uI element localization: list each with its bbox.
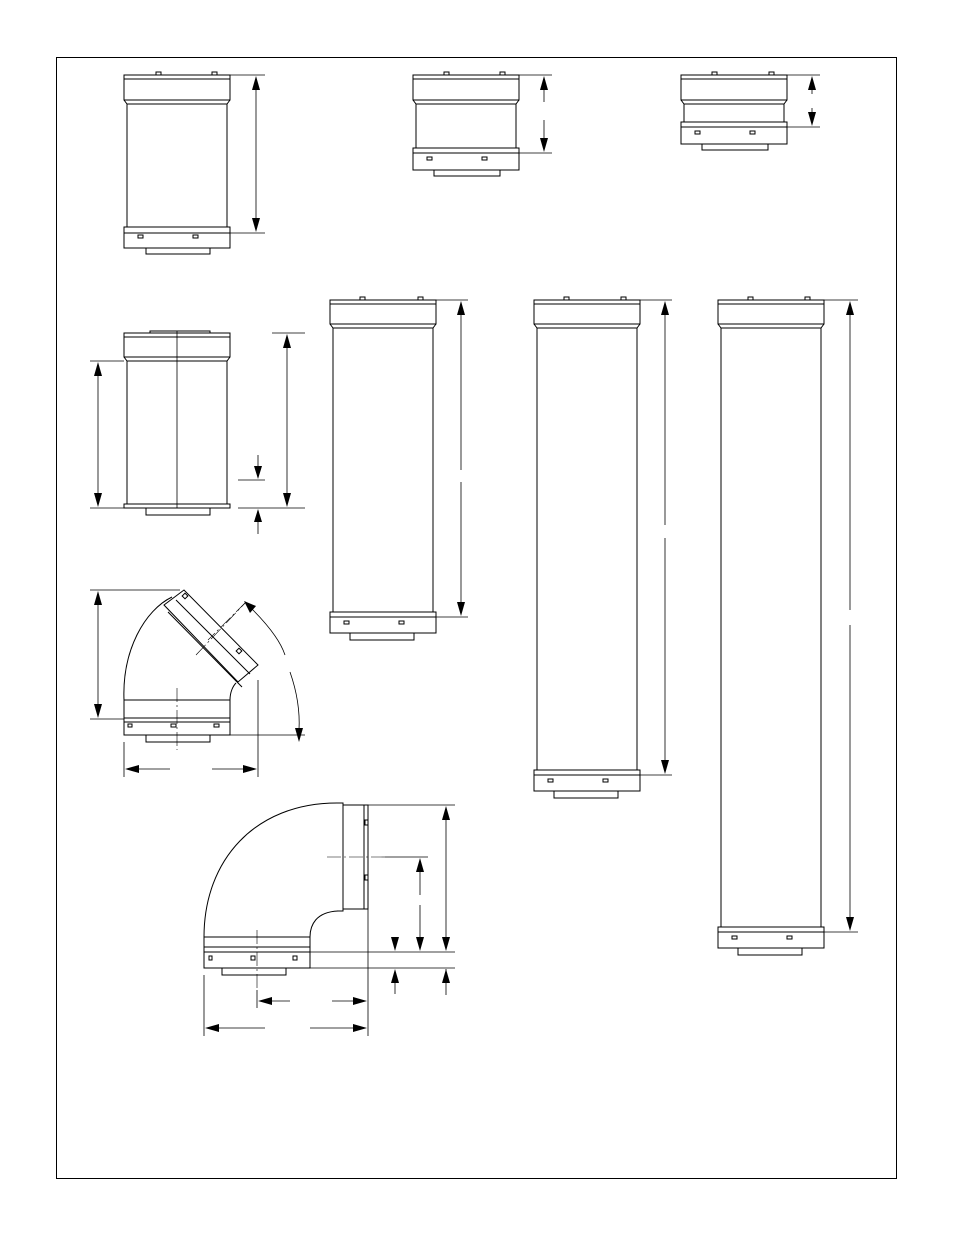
straight-section-5 <box>534 297 672 798</box>
adjustable-section <box>90 331 305 534</box>
straight-section-6 <box>718 297 858 955</box>
straight-section-3 <box>681 72 820 150</box>
straight-section-2 <box>413 72 552 176</box>
elbow-90 <box>204 803 455 1036</box>
straight-section-1 <box>124 72 265 254</box>
page-frame <box>57 58 897 1179</box>
elbow-45 <box>90 590 305 777</box>
straight-section-4 <box>330 297 468 640</box>
